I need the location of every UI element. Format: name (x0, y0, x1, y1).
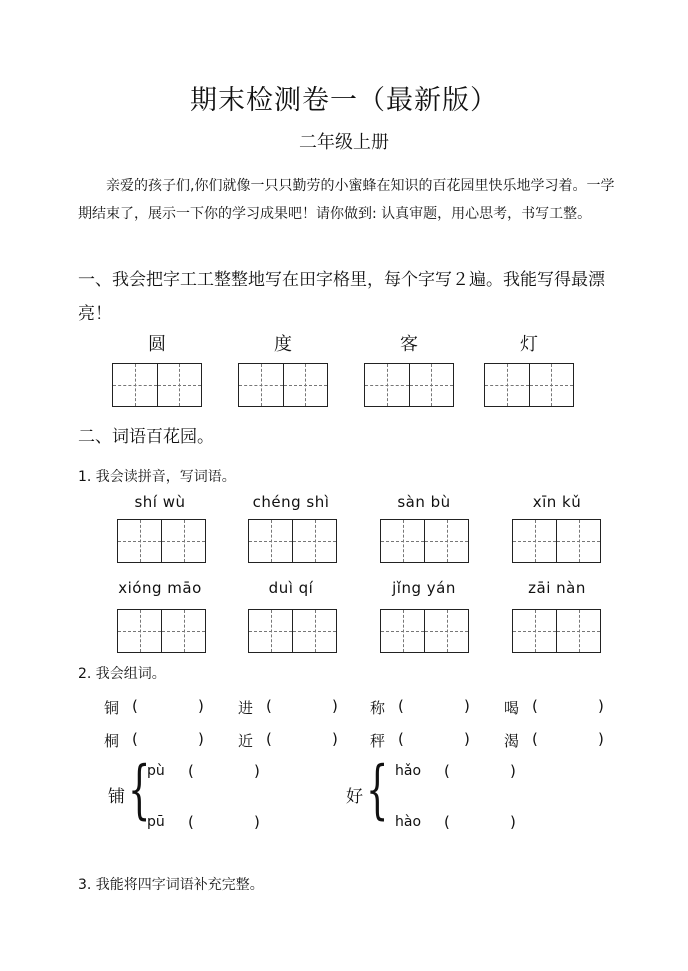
pinyin-label: chéng shì (252, 493, 330, 511)
paren-close: ) (598, 697, 604, 715)
paren-close: ) (254, 813, 260, 831)
writing-grid-1[interactable] (112, 363, 202, 407)
paren-open: ( (188, 813, 194, 831)
char-label-1: 圆 (148, 334, 166, 355)
char-label-4: 灯 (520, 334, 538, 355)
pinyin-label: shí wù (134, 493, 186, 511)
word-char: 喝 (504, 699, 520, 717)
pinyin-grid[interactable] (117, 519, 206, 563)
word-char: 称 (370, 699, 386, 717)
pinyin-grid[interactable] (117, 609, 206, 653)
intro-paragraph: 亲爱的孩子们,你们就像一只只勤劳的小蜜蜂在知识的百花园里快乐地学习着。一学期结束了，展示一下你的学习成果吧！请你做到: 认真审题，用心思考，书写工整。 (78, 178, 615, 222)
char-label-3: 客 (400, 334, 418, 355)
section2-title: 二、词语百花园。 (78, 427, 214, 447)
paren-close: ) (510, 762, 516, 780)
char-label-2: 度 (274, 334, 292, 355)
poly-reading: pù (147, 763, 165, 779)
paren-open: ( (132, 730, 138, 748)
word-char: 近 (238, 732, 254, 750)
paren-close: ) (332, 730, 338, 748)
paren-open: ( (398, 697, 404, 715)
poly-char: 好 (346, 787, 363, 807)
pinyin-label: sàn bù (397, 493, 451, 511)
paren-close: ) (198, 697, 204, 715)
poly-reading: hǎo (395, 763, 422, 779)
curly-brace-icon: { (366, 753, 389, 827)
paren-open: ( (398, 730, 404, 748)
paren-close: ) (254, 762, 260, 780)
word-char: 秤 (370, 732, 386, 750)
paren-close: ) (464, 697, 470, 715)
q1-title: 1. 我会读拼音，写词语。 (78, 469, 236, 485)
poly-char: 铺 (108, 787, 125, 807)
paren-open: ( (266, 697, 272, 715)
q2-title: 2. 我会组词。 (78, 666, 166, 682)
page-subtitle: 二年级上册 (299, 132, 389, 153)
poly-reading: pū (147, 814, 165, 830)
paren-open: ( (266, 730, 272, 748)
paren-close: ) (510, 813, 516, 831)
poly-reading: hào (395, 814, 422, 830)
pinyin-label: jǐng yán (392, 579, 456, 597)
word-char: 铜 (104, 699, 120, 717)
writing-grid-3[interactable] (364, 363, 454, 407)
writing-grid-2[interactable] (238, 363, 328, 407)
paren-open: ( (132, 697, 138, 715)
word-char: 渴 (504, 732, 520, 750)
writing-grid-4[interactable] (484, 363, 574, 407)
pinyin-grid[interactable] (512, 519, 601, 563)
pinyin-grid[interactable] (248, 519, 337, 563)
pinyin-label: duì qí (268, 579, 314, 597)
pinyin-label: zāi nàn (528, 579, 586, 597)
word-char: 桐 (104, 732, 120, 750)
paren-close: ) (198, 730, 204, 748)
word-char: 进 (238, 699, 254, 717)
pinyin-label: xióng māo (118, 579, 202, 597)
paren-close: ) (598, 730, 604, 748)
paren-open: ( (532, 730, 538, 748)
paren-open: ( (188, 762, 194, 780)
paren-open: ( (532, 697, 538, 715)
pinyin-grid[interactable] (380, 519, 469, 563)
pinyin-label: xīn kǔ (532, 493, 582, 511)
paren-close: ) (464, 730, 470, 748)
paren-open: ( (444, 762, 450, 780)
pinyin-grid[interactable] (380, 609, 469, 653)
paren-open: ( (444, 813, 450, 831)
paren-close: ) (332, 697, 338, 715)
pinyin-grid[interactable] (248, 609, 337, 653)
section1-title: 一、我会把字工工整整地写在田字格里，每个字写２遍。我能写得最漂亮！ (78, 270, 605, 324)
q3-title: 3. 我能将四字词语补充完整。 (78, 877, 264, 893)
pinyin-grid[interactable] (512, 609, 601, 653)
curly-brace-icon: { (128, 753, 151, 827)
page-title: 期末检测卷一（最新版） (190, 85, 498, 116)
